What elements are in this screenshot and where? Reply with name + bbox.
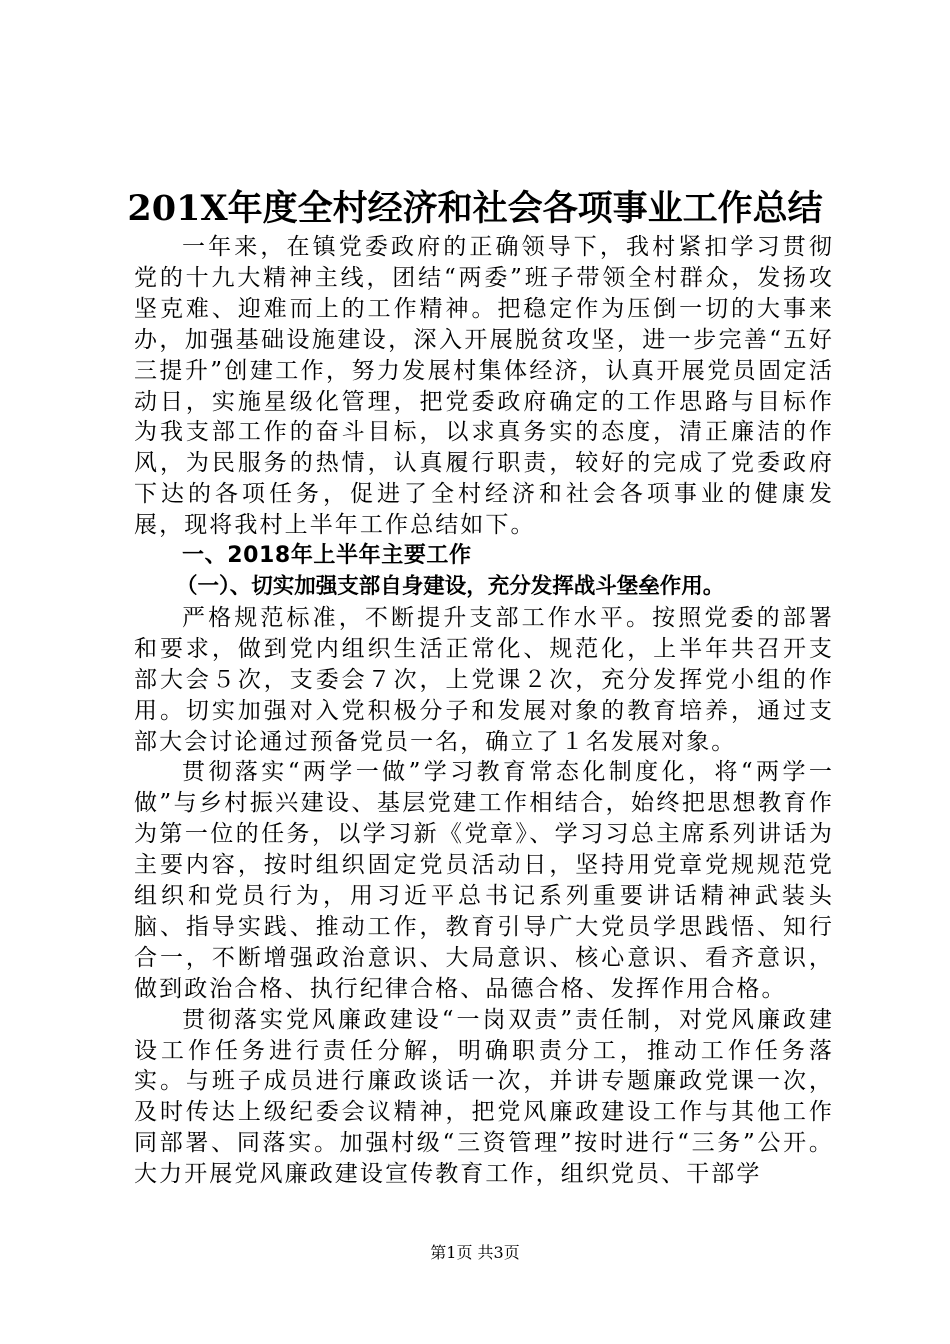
section-heading: 一、2018年上半年主要工作 [182, 543, 472, 569]
document-body [134, 232, 834, 1190]
body-paragraph-1: 严格规范标准，不断提升支部工作水平。按照党委的部署和要求，做到党内组织生活正常化、规范化，上半年共召开支部大会５次，支委会７次，上党课２次，充分发挥党小组的作用。切实加强对入党积极分子和发展对象的教育培养，通过支部大会讨论通过预备党员一名，确立了１名发展对象。 [134, 604, 834, 755]
subsection-heading: （一）、切实加强支部自身建设，充分发挥战斗堡垒作用。 [176, 573, 725, 599]
body-paragraph-2: 贯彻落实“两学一做”学习教育常态化制度化，将“两学一做”与乡村振兴建设、基层党建工作相结合，始终把思想教育作为第一位的任务，以学习新《党章》、学习习总主席系列讲话为主要内容，按时组织固定党员活动日，坚持用党章党规规范党组织和党员行为，用习近平总书记系列重要讲话精神武装头脑、指导实践、推动工作，教育引导广大党员学思践悟、知行合一，不断增强政治意识、大局意识、核心意识、看齐意识，做到政治合格、执行纪律合格、品德合格、发挥作用合格。 [134, 759, 834, 1002]
document-title: 201X年度全村经济和社会各项事业工作总结 [127, 188, 823, 229]
body-paragraph-3: 贯彻落实党风廉政建设“一岗双责”责任制，对党风廉政建设工作任务进行责任分解，明确职责分工，推动工作任务落实。与班子成员进行廉政谈话一次，并讲专题廉政党课一次，及时传达上级纪委会议精神，把党风廉政建设工作与其他工作同部署、同落实。加强村级“三资管理”按时进行“三务”公开。大力开展党风廉政建设宣传教育工作，组织党员、干部学 [134, 1006, 834, 1188]
intro-paragraph: 一年来，在镇党委政府的正确领导下，我村紧扣学习贯彻党的十九大精神主线，团结“两委”班子带领全村群众，发扬攻坚克难、迎难而上的工作精神。把稳定作为压倒一切的大事来办，加强基础设施建设，深入开展脱贫攻坚，进一步完善“五好三提升”创建工作，努力发展村集体经济，认真开展党员固定活动日，实施星级化管理，把党委政府确定的工作思路与目标作为我支部工作的奋斗目标，以求真务实的态度，清正廉洁的作风，为民服务的热情，认真履行职责，较好的完成了党委政府下达的各项任务，促进了全村经济和社会各项事业的健康发展，现将我村上半年工作总结如下。 [134, 234, 834, 539]
page-footer: 第1页 共3页 [430, 1243, 520, 1262]
